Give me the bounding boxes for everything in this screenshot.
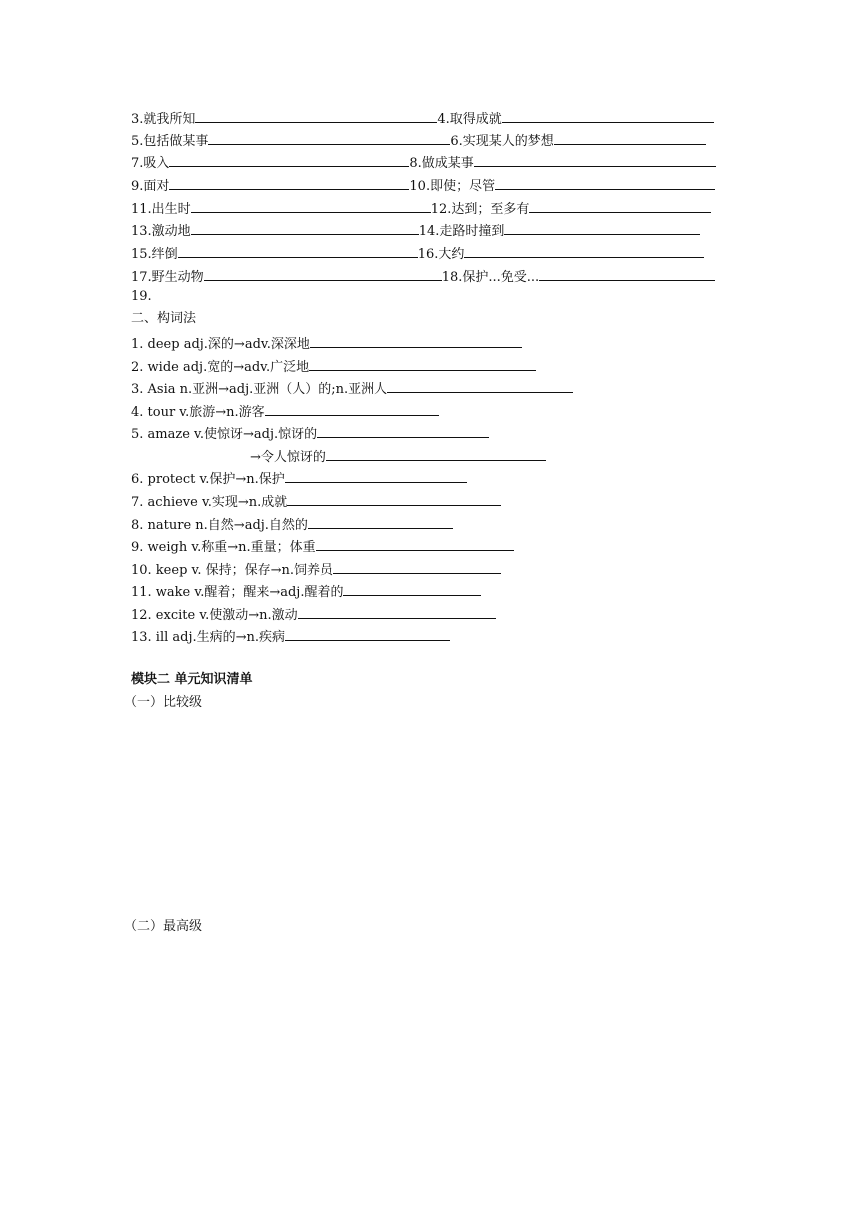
- answer-blank[interactable]: [178, 242, 418, 258]
- word-formation-text: 1. deep adj.深的→adv.深深地: [131, 337, 310, 352]
- answer-blank[interactable]: [208, 129, 450, 145]
- word-formation-text: 5. amaze v.使惊讶→adj.惊讶的: [131, 427, 318, 442]
- answer-blank[interactable]: [495, 174, 715, 190]
- word-formation-text: 2. wide adj.宽的→adv.广泛地: [131, 360, 310, 375]
- phrase-label: 10.即使；尽管: [409, 179, 496, 194]
- word-formation-text: 7. achieve v.实现→n.成就: [131, 495, 288, 510]
- phrase-row: [131, 151, 716, 171]
- word-formation-text: 9. weigh v.称重→n.重量；体重: [131, 540, 316, 555]
- word-formation-item: [131, 332, 522, 352]
- phrase-label: 16.大约: [417, 247, 465, 262]
- word-formation-item: [131, 400, 439, 420]
- phrase-label: 14.走路时撞到: [418, 224, 505, 239]
- phrase-label: 9.面对: [131, 179, 170, 194]
- answer-blank[interactable]: [285, 467, 467, 483]
- answer-blank[interactable]: [310, 332, 522, 348]
- subsection-comparative: （一）比较级: [124, 695, 203, 710]
- answer-blank[interactable]: [502, 107, 714, 123]
- section-title-word-formation: 二、构词法: [131, 311, 197, 326]
- answer-blank[interactable]: [464, 242, 704, 258]
- answer-blank[interactable]: [343, 580, 481, 596]
- answer-blank[interactable]: [169, 151, 409, 167]
- answer-blank[interactable]: [529, 197, 711, 213]
- phrase-row: [131, 197, 711, 217]
- subsection-superlative: （二）最高级: [124, 919, 203, 934]
- phrase-label: 8.做成某事: [409, 156, 474, 171]
- answer-blank[interactable]: [316, 535, 514, 551]
- answer-blank[interactable]: [285, 625, 450, 641]
- answer-blank[interactable]: [539, 265, 715, 281]
- answer-blank[interactable]: [265, 400, 439, 416]
- phrase-label: 13.激动地: [131, 224, 191, 239]
- phrase-label: 4.取得成就: [437, 112, 502, 127]
- answer-blank[interactable]: [195, 107, 437, 123]
- answer-blank[interactable]: [504, 219, 700, 235]
- word-formation-item: [131, 355, 536, 375]
- phrase-label: 12.达到；至多有: [430, 202, 530, 217]
- answer-blank[interactable]: [191, 219, 419, 235]
- word-formation-text: 3. Asia n.亚洲→adj.亚洲（人）的;n.亚洲人: [131, 382, 388, 397]
- answer-blank[interactable]: [169, 174, 409, 190]
- word-formation-item: [131, 558, 501, 578]
- word-formation-text: 12. excite v.使激动→n.激动: [131, 608, 298, 623]
- phrase-label: 18.保护...免受...: [441, 270, 540, 285]
- word-formation-item: [131, 467, 467, 487]
- word-formation-item: [131, 603, 496, 623]
- word-formation-text: 6. protect v.保护→n.保护: [131, 472, 285, 487]
- phrase-row: [131, 219, 700, 239]
- word-formation-text: →令人惊讶的: [250, 450, 326, 465]
- phrase-label: 5.包括做某事: [131, 134, 209, 149]
- phrase-label: 15.绊倒: [131, 247, 178, 262]
- answer-blank[interactable]: [287, 490, 501, 506]
- phrase-row: [131, 242, 704, 262]
- phrase-label: 11.出生时: [131, 202, 191, 217]
- word-formation-item: [131, 490, 501, 510]
- item-19: 19.: [131, 289, 152, 304]
- phrase-row: [131, 265, 715, 285]
- word-formation-item: [131, 535, 514, 555]
- answer-blank[interactable]: [308, 513, 453, 529]
- phrase-row: [131, 129, 706, 149]
- word-formation-text: 8. nature n.自然→adj.自然的: [131, 518, 308, 533]
- word-formation-item: [131, 513, 453, 533]
- answer-blank[interactable]: [474, 151, 716, 167]
- phrase-label: 17.野生动物: [131, 270, 204, 285]
- word-formation-text: 13. ill adj.生病的→n.疾病: [131, 630, 286, 645]
- answer-blank[interactable]: [554, 129, 706, 145]
- word-formation-item: [131, 580, 481, 600]
- word-formation-item: [131, 625, 450, 645]
- phrase-row: [131, 107, 714, 127]
- word-formation-item: [131, 422, 489, 442]
- answer-blank[interactable]: [204, 265, 442, 281]
- answer-blank[interactable]: [326, 445, 546, 461]
- module-title: 模块二 单元知识清单: [131, 672, 253, 687]
- phrase-label: 3.就我所知: [131, 112, 196, 127]
- answer-blank[interactable]: [333, 558, 501, 574]
- phrase-label: 7.吸入: [131, 156, 170, 171]
- phrase-row: [131, 174, 715, 194]
- answer-blank[interactable]: [309, 355, 536, 371]
- word-formation-item: [250, 445, 546, 465]
- answer-blank[interactable]: [317, 422, 489, 438]
- word-formation-text: 11. wake v.醒着；醒来→adj.醒着的: [131, 585, 344, 600]
- word-formation-text: 4. tour v.旅游→n.游客: [131, 405, 265, 420]
- word-formation-text: 10. keep v. 保持；保存→n.饲养员: [131, 563, 333, 578]
- answer-blank[interactable]: [387, 377, 573, 393]
- phrase-label: 6.实现某人的梦想: [450, 134, 554, 149]
- answer-blank[interactable]: [298, 603, 496, 619]
- word-formation-item: [131, 377, 573, 397]
- answer-blank[interactable]: [191, 197, 431, 213]
